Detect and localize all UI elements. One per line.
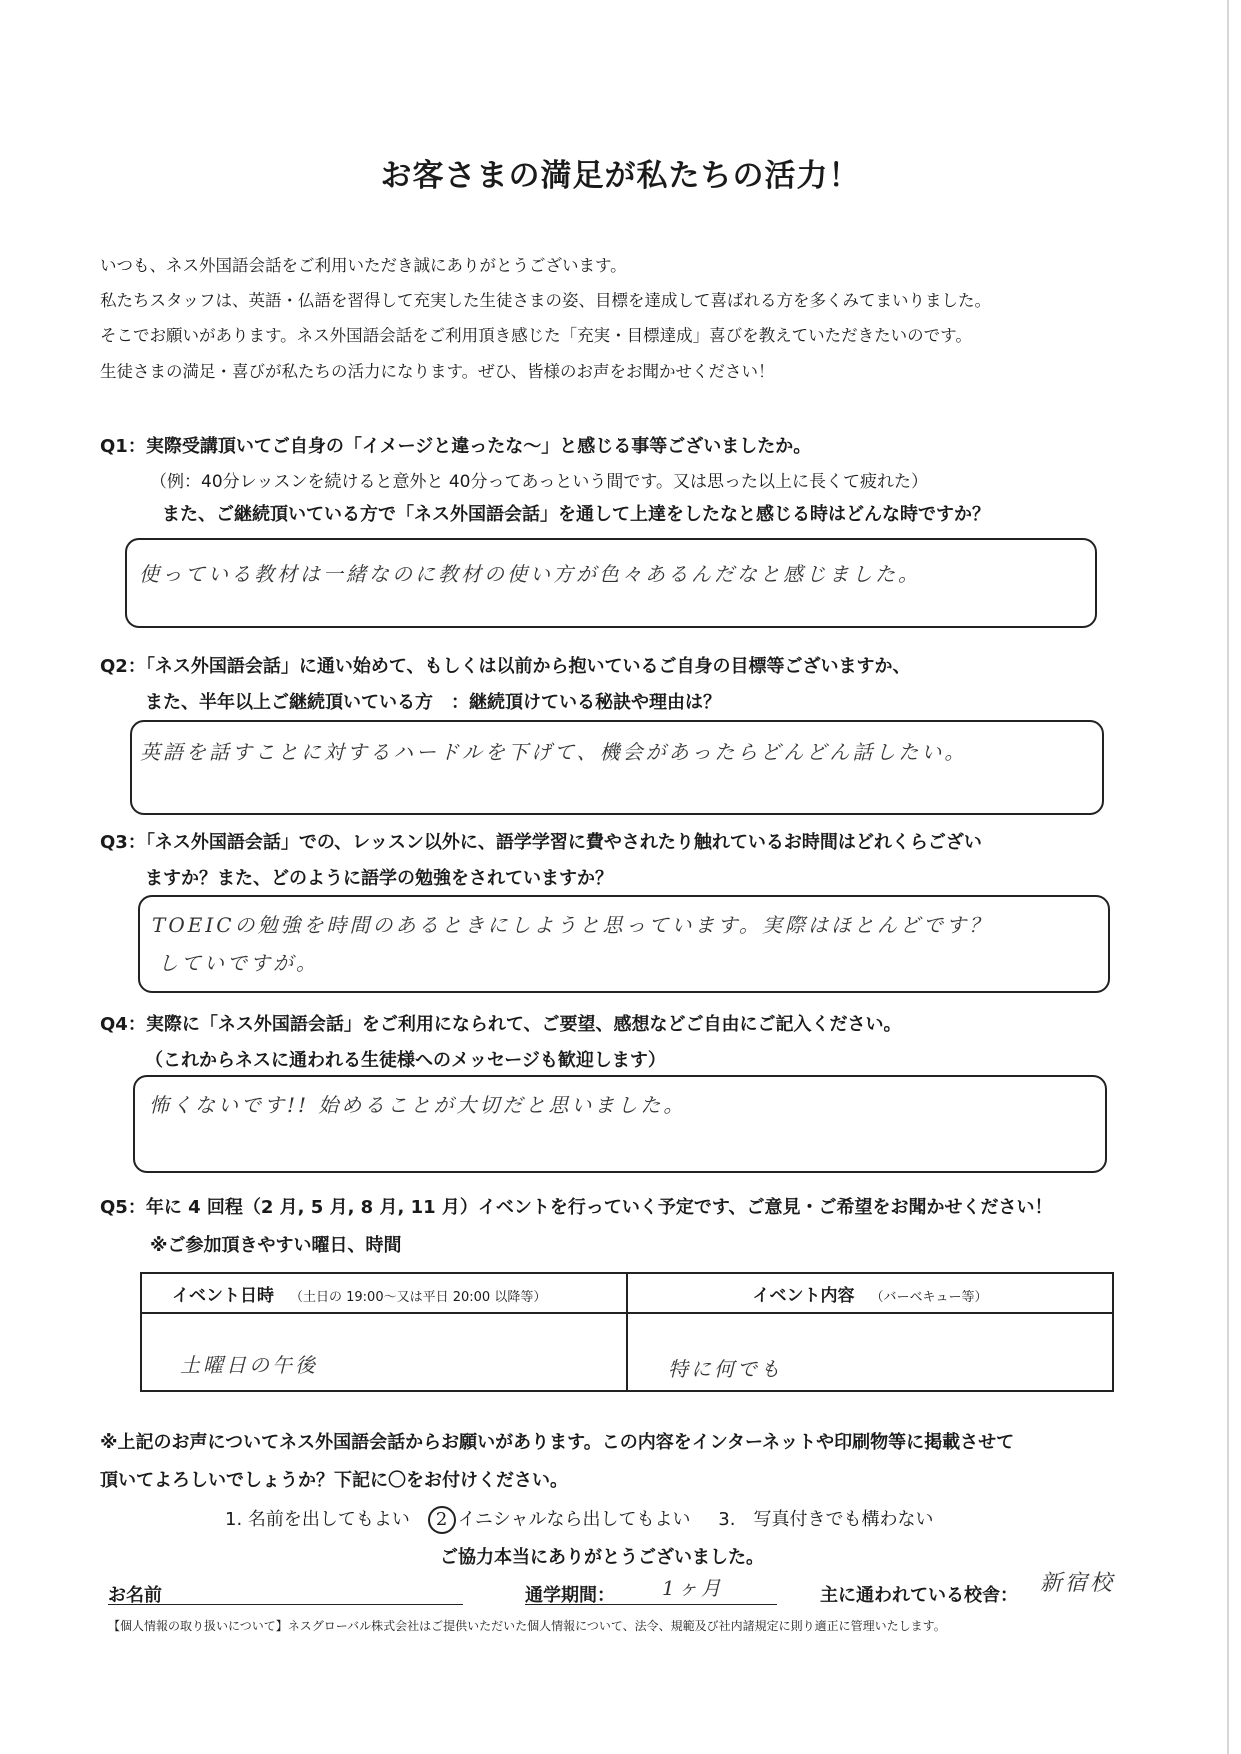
- permission-notice: ※上記のお声についてネス外国語会話からお願いがあります。この内容をインターネットや印刷物等に掲載させて: [100, 1432, 1015, 1453]
- q2-answer: 英語を話すことに対するハードルを下げて、機会があったらどんどん話したい。: [140, 740, 968, 764]
- event-content-answer: 特に何でも: [668, 1357, 783, 1381]
- q2-question: Q2：「ネス外国語会話」に通い始めて、もしくは以前から抱いているご自身の目標等ございますか、: [100, 656, 911, 677]
- option-2[interactable]: イニシャルなら出してもよい: [457, 1509, 691, 1530]
- event-date-header: [141, 1273, 627, 1313]
- period-value: 1ヶ月: [662, 1576, 724, 1600]
- option-3[interactable]: 3. 写真付きでも構わない: [718, 1509, 934, 1530]
- intro-line-1: いつも、ネス外国語会話をご利用いただき誠にありがとうございます。: [100, 256, 627, 275]
- q1-answer-box: [125, 538, 1097, 628]
- intro-line-3: そこでお願いがあります。ネス外国語会話をご利用頂き感じた「充実・目標達成」喜びを教えていただきたいのです。: [100, 326, 972, 345]
- q4-answer: 怖くないです!! 始めることが大切だと思いました。: [149, 1093, 687, 1117]
- event-date-cell: [141, 1313, 627, 1391]
- permission-notice-2: 頂いてよろしいでしょうか？下記に〇をお付けください。: [100, 1470, 568, 1491]
- q3-question-2: ますか？また、どのように語学の勉強をされていますか？: [145, 868, 613, 889]
- period-label: 通学期間：: [525, 1585, 615, 1606]
- event-table-header: [141, 1273, 1113, 1313]
- event-date-label: イベント日時: [172, 1285, 274, 1306]
- school-label: 主に通われている校舎：: [820, 1585, 1018, 1606]
- q5-note: ※ご参加頂きやすい曜日、時間: [150, 1235, 402, 1256]
- scan-edge: [1227, 0, 1229, 1754]
- event-content-header: [627, 1273, 1113, 1313]
- event-content-note: （バーベキュー等）: [870, 1289, 988, 1305]
- period-field[interactable]: [525, 1604, 777, 1605]
- q5-question: Q5：年に 4 回程（2 月, 5 月, 8 月, 11 月）イベントを行っていく予定です、ご意見・ご希望をお聞かせください！: [100, 1197, 1053, 1218]
- event-table: [140, 1272, 1114, 1392]
- name-label: お名前: [108, 1585, 162, 1606]
- name-field[interactable]: [108, 1604, 463, 1605]
- thanks-text: ご協力本当にありがとうございました。: [440, 1547, 764, 1568]
- event-content-cell: [627, 1313, 1113, 1391]
- q2-answer-box: [130, 720, 1104, 815]
- q4-answer-box: [133, 1075, 1107, 1173]
- q4-question-2: （これからネスに通われる生徒様へのメッセージも歓迎します）: [145, 1050, 666, 1071]
- q1-answer: 使っている教材は一緒なのに教材の使い方が色々あるんだなと感じました。: [139, 562, 921, 586]
- permission-options: [225, 1505, 933, 1534]
- q1-example: （例：40分レッスンを続けると意外と 40分ってあっという間です。又は思った以上に長くて疲れた）: [150, 472, 928, 492]
- option-1[interactable]: 1. 名前を出してもよい: [225, 1509, 410, 1530]
- school-value: 新宿校: [1040, 1571, 1116, 1596]
- q4-question: Q4：実際に「ネス外国語会話」をご利用になられて、ご要望、感想などご自由にご記入ください。: [100, 1014, 902, 1035]
- intro-line-4: 生徒さまの満足・喜びが私たちの活力になります。ぜひ、皆様のお声をお聞かせください！: [100, 362, 775, 381]
- q1-question: Q1：実際受講頂いてご自身の「イメージと違ったな～」と感じる事等ございましたか。: [100, 436, 812, 457]
- q3-answer-box: [138, 895, 1110, 993]
- event-date-answer: 土曜日の午後: [180, 1353, 318, 1377]
- q3-answer-line-2: していですが。: [158, 951, 319, 975]
- q1-question-2: また、ご継続頂いている方で「ネス外国語会話」を通して上達をしたなと感じる時はどんな時ですか？: [162, 504, 990, 525]
- option-2-circled[interactable]: 2: [428, 1506, 456, 1534]
- q2-question-2: また、半年以上ご継続頂いている方 ：継続頂けている秘訣や理由は？: [145, 692, 721, 713]
- page-title: お客さまの満足が私たちの活力！: [380, 158, 861, 194]
- q3-answer-line-1: TOEICの勉強を時間のあるときにしようと思っています。実際はほとんどです？: [152, 913, 992, 937]
- privacy-footer: 【個人情報の取り扱いについて】ネスグローバル株式会社はご提供いただいた個人情報について、法令、規範及び社内諸規定に則り適正に管理いたします。: [108, 1619, 946, 1633]
- event-date-note: （土日の 19:00～又は平日 20:00 以降等）: [290, 1289, 547, 1305]
- event-table-row: [141, 1313, 1113, 1391]
- intro-line-2: 私たちスタッフは、英語・仏語を習得して充実した生徒さまの姿、目標を達成して喜ばれる方を多くみてまいりました。: [100, 291, 991, 310]
- event-content-label: イベント内容: [752, 1285, 855, 1306]
- q3-question: Q3：「ネス外国語会話」での、レッスン以外に、語学学習に費やされたり触れているお時間はどれくらござい: [100, 832, 982, 853]
